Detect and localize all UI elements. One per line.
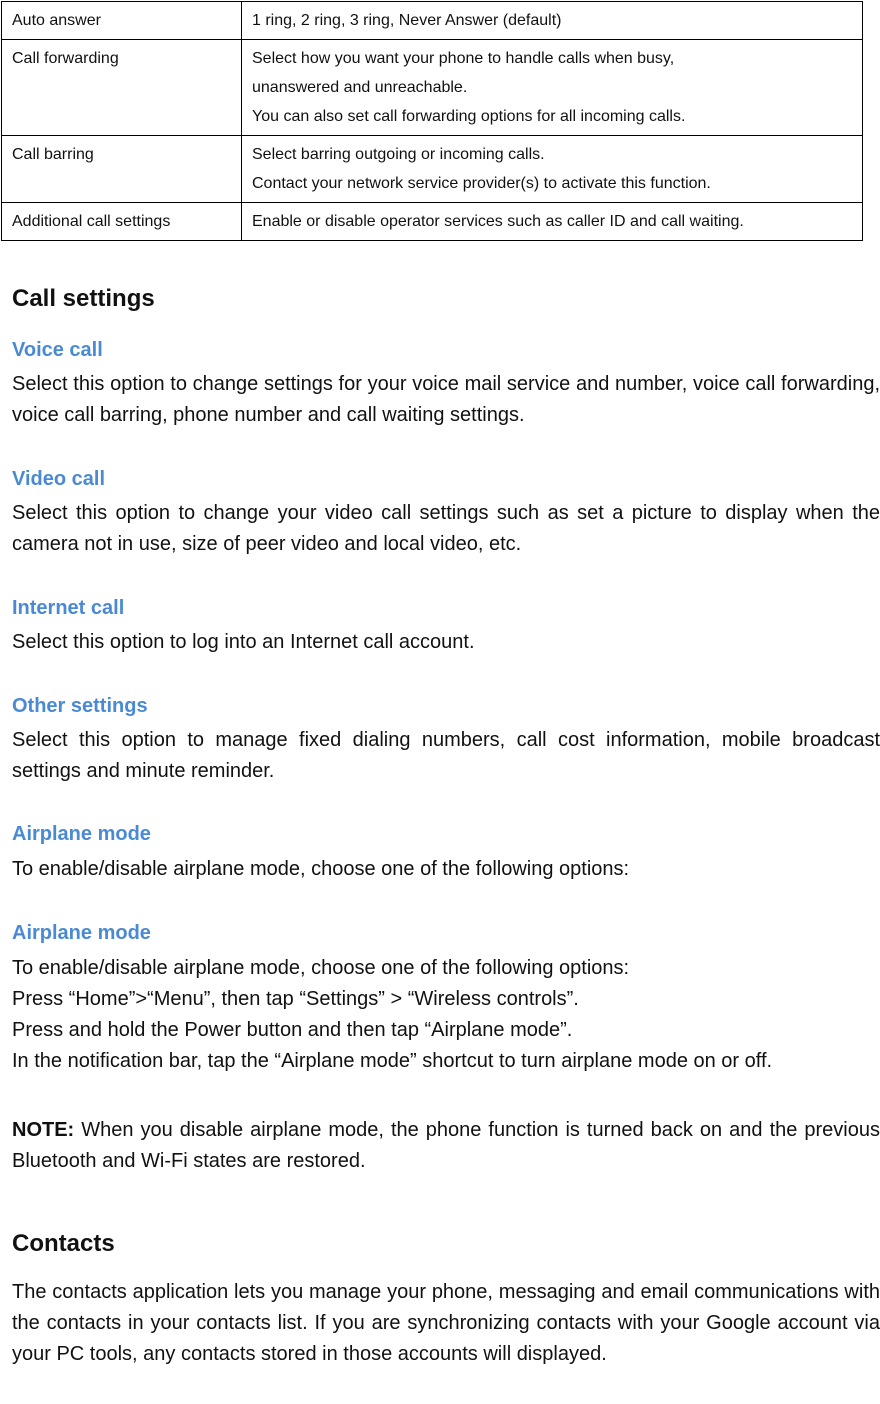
airplane-mode-line-1: To enable/disable airplane mode, choose one of the following options: [12, 957, 630, 979]
airplane-mode-text: To enable/disable airplane mode, choose one of the following options: [12, 858, 630, 880]
row-desc-line: 1 ring, 2 ring, 3 ring, Never Answer (default) [252, 12, 562, 29]
call-settings-heading: Call settings [12, 285, 155, 312]
note-label: NOTE: [12, 1119, 75, 1141]
row-name: Auto answer [2, 2, 242, 40]
other-settings-text: Select this option to manage fixed dialing numbers, call cost information, mobile broadcast settings and minute reminder. [12, 729, 880, 782]
row-desc [242, 136, 863, 203]
row-desc [242, 2, 863, 40]
row-name: Additional call settings [2, 203, 242, 241]
video-call-heading: Video call [12, 468, 106, 490]
other-settings-heading: Other settings [12, 695, 148, 717]
airplane-mode-note [12, 1115, 880, 1177]
video-call-text: Select this option to change your video call settings such as set a picture to display when the camera not in use, size of peer video and local video, etc. [12, 502, 880, 555]
row-desc-line: Enable or disable operator services such as caller ID and call waiting. [252, 213, 744, 230]
note-text: When you disable airplane mode, the phone function is turned back on and the previous Bluetooth and Wi-Fi states are restored. [12, 1119, 880, 1172]
contacts-text: The contacts application lets you manage your phone, messaging and email communications with the contacts in your contacts list. If you are synchronizing contacts with your Google account via your PC tools, any contacts stored in those accounts will displayed. [12, 1281, 880, 1365]
row-desc-line: unanswered and unreachable. [252, 79, 468, 96]
airplane-mode-heading: Airplane mode [12, 823, 151, 845]
row-desc-line: Select barring outgoing or incoming calls. [252, 146, 545, 163]
table-row [2, 40, 863, 136]
row-name: Call barring [2, 136, 242, 203]
table-row [2, 136, 863, 203]
call-settings-table [1, 1, 863, 241]
airplane-mode-heading-2: Airplane mode [12, 922, 151, 944]
table-row [2, 203, 863, 241]
row-desc-line: Select how you want your phone to handle calls when busy, [252, 50, 675, 67]
voice-call-heading: Voice call [12, 339, 103, 361]
row-desc-line: Contact your network service provider(s) to activate this function. [252, 175, 711, 192]
row-desc [242, 203, 863, 241]
row-desc [242, 40, 863, 136]
internet-call-text: Select this option to log into an Internet call account. [12, 631, 475, 653]
airplane-mode-line-2: Press “Home”>“Menu”, then tap “Settings” > “Wireless controls”. [12, 988, 579, 1010]
row-name: Call forwarding [2, 40, 242, 136]
airplane-mode-line-3: Press and hold the Power button and then tap “Airplane mode”. [12, 1019, 573, 1041]
voice-call-text: Select this option to change settings for your voice mail service and number, voice call forwarding, voice call barring, phone number and call waiting settings. [12, 373, 880, 426]
contacts-heading: Contacts [12, 1230, 115, 1257]
internet-call-heading: Internet call [12, 597, 125, 619]
table-row [2, 2, 863, 40]
airplane-mode-line-4: In the notification bar, tap the “Airplane mode” shortcut to turn airplane mode on or off. [12, 1050, 773, 1072]
row-desc-line: You can also set call forwarding options for all incoming calls. [252, 108, 686, 125]
